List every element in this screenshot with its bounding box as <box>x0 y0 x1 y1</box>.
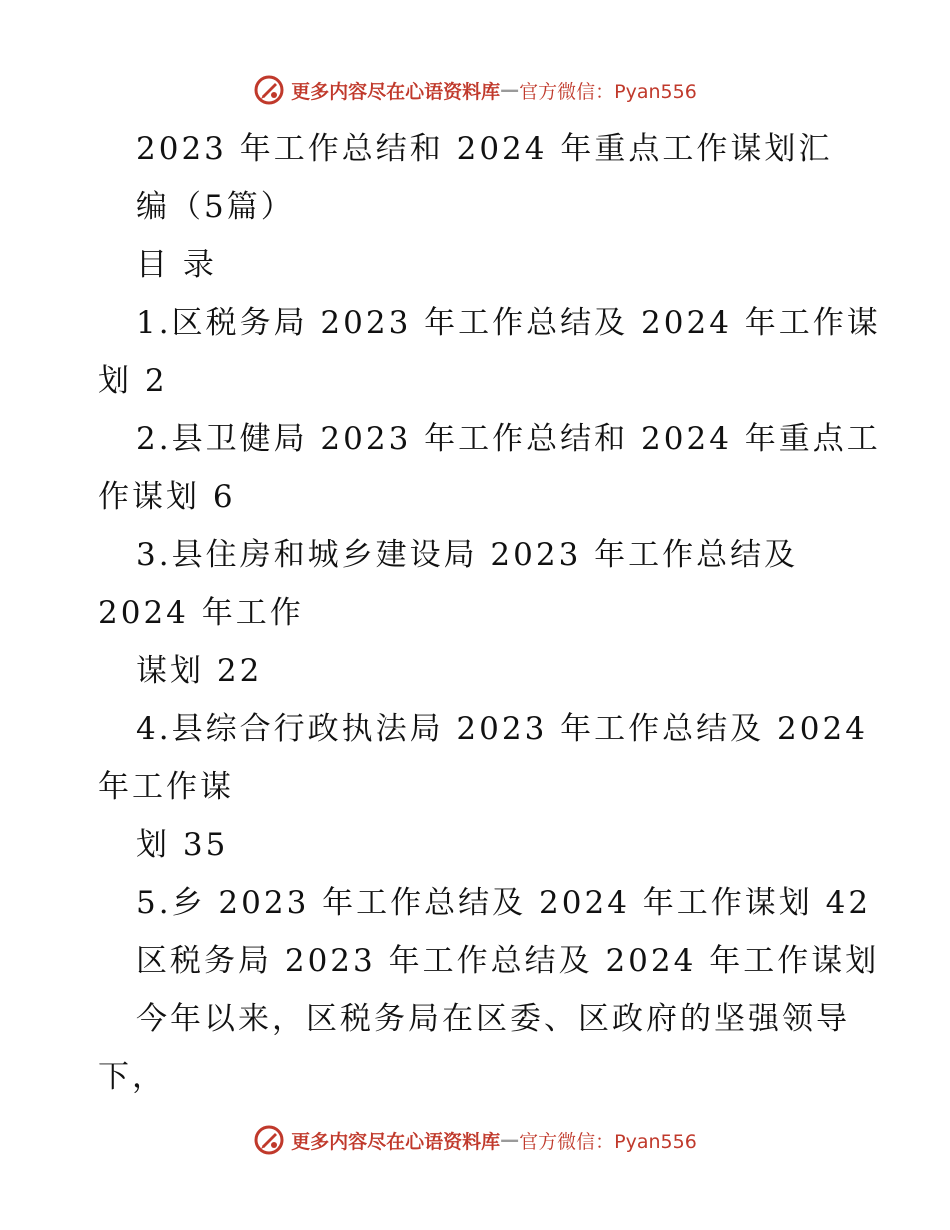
brand-logo-icon <box>253 1124 285 1156</box>
toc-entry-line: 1.区税务局 2023 年工作总结及 2024 年工作谋 <box>136 305 881 341</box>
watermark-label: 更多内容尽在心语资料库 <box>291 1130 501 1153</box>
toc-entry-line: 2024 年工作 <box>98 595 304 631</box>
brand-logo-icon <box>253 74 285 106</box>
watermark-dash: — <box>500 1129 520 1151</box>
watermark-banner-bottom <box>0 1120 950 1160</box>
toc-entry-line: 谋划 22 <box>136 653 263 689</box>
toc-entry-line: 5.乡 2023 年工作总结及 2024 年工作谋划 42 <box>136 885 872 921</box>
watermark-banner-top <box>0 70 950 110</box>
toc-entry-line: 划 35 <box>136 827 229 863</box>
watermark-wechat: 官方微信：Pyan556 <box>519 80 697 103</box>
document-title-line-2: 编（5篇） <box>136 189 295 225</box>
section-title: 区税务局 2023 年工作总结及 2024 年工作谋划 <box>136 943 880 979</box>
toc-entry-line: 划 2 <box>98 363 168 399</box>
watermark-wechat: 官方微信：Pyan556 <box>519 1130 697 1153</box>
toc-heading: 目 录 <box>136 247 217 283</box>
document-title-line-1: 2023 年工作总结和 2024 年重点工作谋划汇 <box>136 131 833 167</box>
watermark-label: 更多内容尽在心语资料库 <box>291 80 501 103</box>
toc-entry-line: 2.县卫健局 2023 年工作总结和 2024 年重点工 <box>136 421 881 457</box>
toc-entry-line: 3.县住房和城乡建设局 2023 年工作总结及 <box>136 537 799 573</box>
body-paragraph-line-2: 下， <box>98 1059 166 1095</box>
body-paragraph-line-1: 今年以来，区税务局在区委、区政府的坚强领导 <box>136 1001 850 1037</box>
toc-entry-line: 年工作谋 <box>98 769 234 805</box>
toc-entry-line: 作谋划 6 <box>98 479 236 515</box>
toc-entry-line: 4.县综合行政执法局 2023 年工作总结及 2024 <box>136 711 868 747</box>
watermark-dash: — <box>500 79 520 101</box>
